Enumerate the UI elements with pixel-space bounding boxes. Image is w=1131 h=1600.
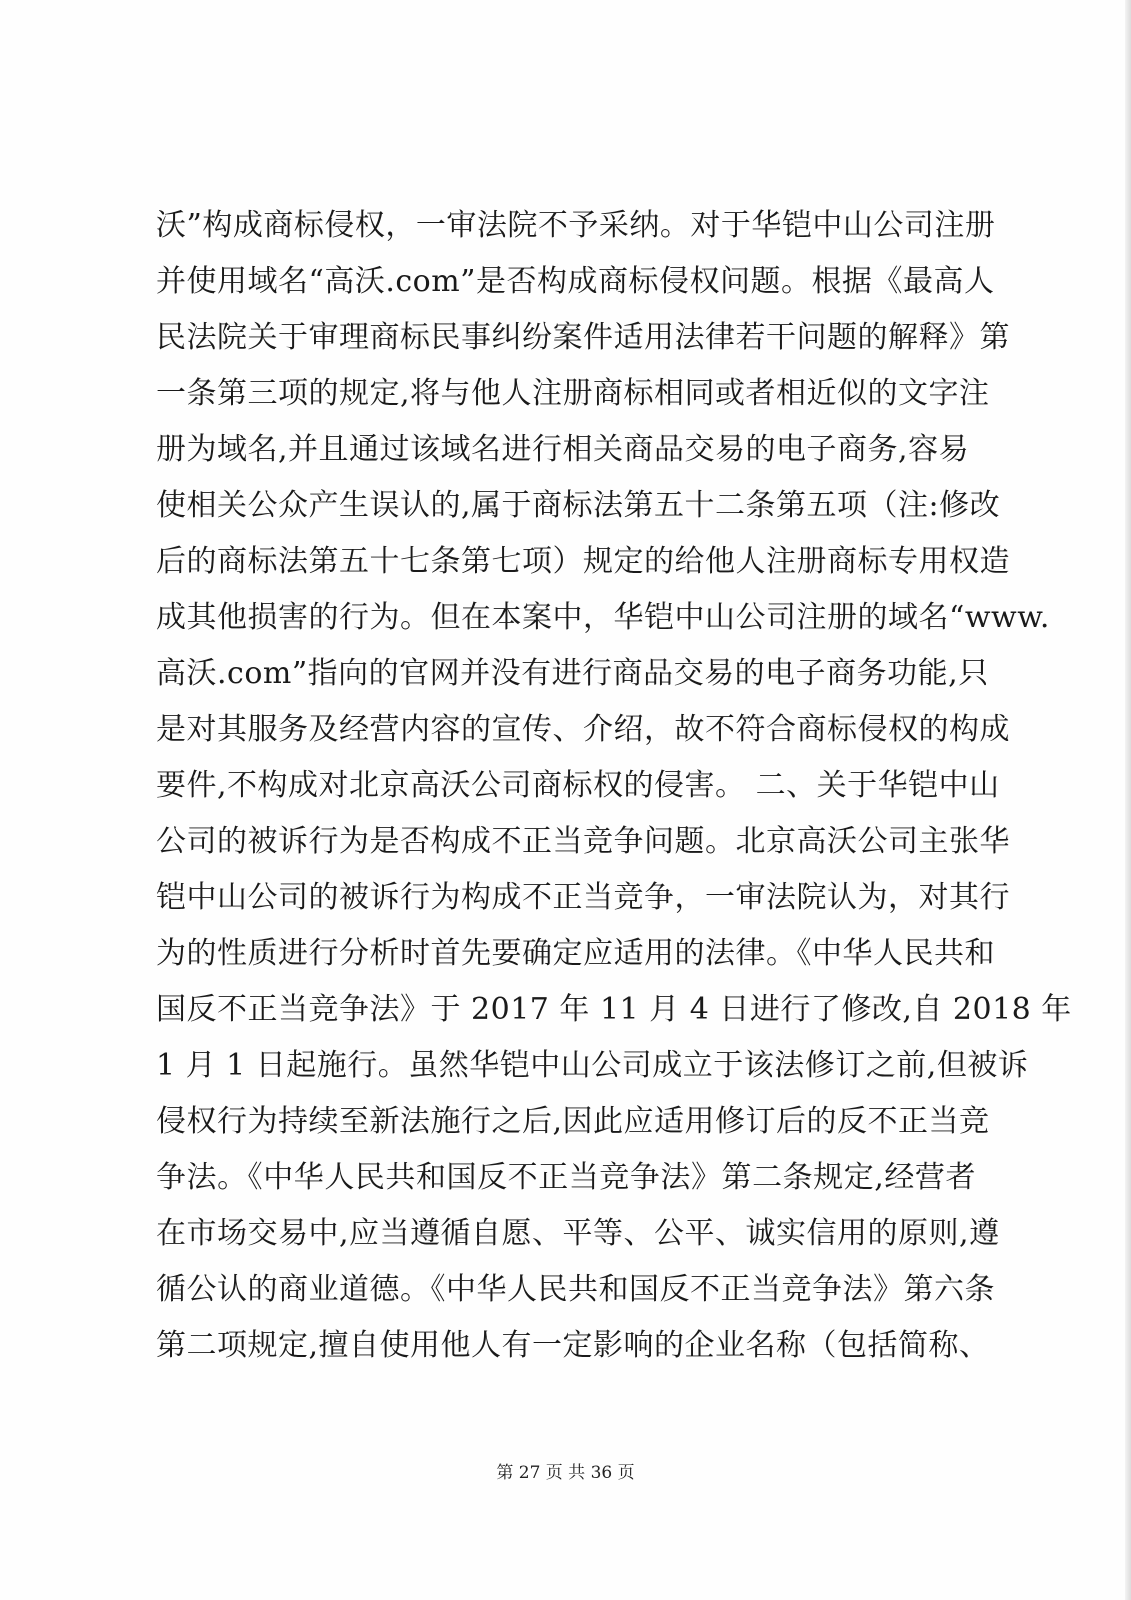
text-line-18: 争法。《中华人民共和国反不正当竞争法》第二条规定,经营者: [156, 1160, 976, 1195]
text-line-8: 成其他损害的行为。但在本案中，华铠中山公司注册的域名“www.: [156, 600, 1050, 635]
text-line-17: 侵权行为持续至新法施行之后,因此应适用修订后的反不正当竞: [156, 1104, 990, 1139]
text-line-14: 为的性质进行分析时首先要确定应适用的法律。《中华人民共和: [156, 936, 995, 971]
text-line-20: 循公认的商业道德。《中华人民共和国反不正当竞争法》第六条: [156, 1272, 995, 1307]
text-line-16: 1 月 1 日起施行。虽然华铠中山公司成立于该法修订之前,但被诉: [156, 1048, 1029, 1083]
text-line-12: 公司的被诉行为是否构成不正当竞争问题。北京高沃公司主张华: [156, 824, 1010, 859]
text-line-6: 使相关公众产生误认的,属于商标法第五十二条第五项（注:修改: [156, 488, 1001, 523]
page-number: 第 27 页 共 36 页: [496, 1463, 635, 1483]
text-line-21: 第二项规定,擅自使用他人有一定影响的企业名称（包括简称、: [156, 1328, 990, 1363]
text-line-15: 国反不正当竞争法》于 2017 年 11 月 4 日进行了修改,自 2018 年: [156, 992, 1072, 1027]
text-line-19: 在市场交易中,应当遵循自愿、平等、公平、诚实信用的原则,遵: [156, 1216, 1000, 1251]
text-line-9: 高沃.com”指向的官网并没有进行商品交易的电子商务功能,只: [156, 656, 989, 691]
text-line-11: 要件,不构成对北京高沃公司商标权的侵害。 二、关于华铠中山: [156, 768, 1000, 803]
text-line-4: 一条第三项的规定,将与他人注册商标相同或者相近似的文字注: [156, 376, 990, 411]
scan-edge: [1125, 0, 1131, 1600]
text-line-10: 是对其服务及经营内容的宣传、介绍，故不符合商标侵权的构成: [156, 712, 1010, 747]
body-text: [156, 198, 1072, 1374]
text-line-1: 沃”构成商标侵权，一审法院不予采纳。对于华铠中山公司注册: [156, 208, 996, 243]
text-line-13: 铠中山公司的被诉行为构成不正当竞争，一审法院认为，对其行: [156, 880, 1010, 915]
text-line-3: 民法院关于审理商标民事纠纷案件适用法律若干问题的解释》第: [156, 320, 1010, 355]
text-line-7: 后的商标法第五十七条第七项）规定的给他人注册商标专用权造: [156, 544, 1010, 579]
text-line-2: 并使用域名“高沃.com”是否构成商标侵权问题。根据《最高人: [156, 264, 995, 299]
text-line-5: 册为域名,并且通过该域名进行相关商品交易的电子商务,容易: [156, 432, 970, 467]
